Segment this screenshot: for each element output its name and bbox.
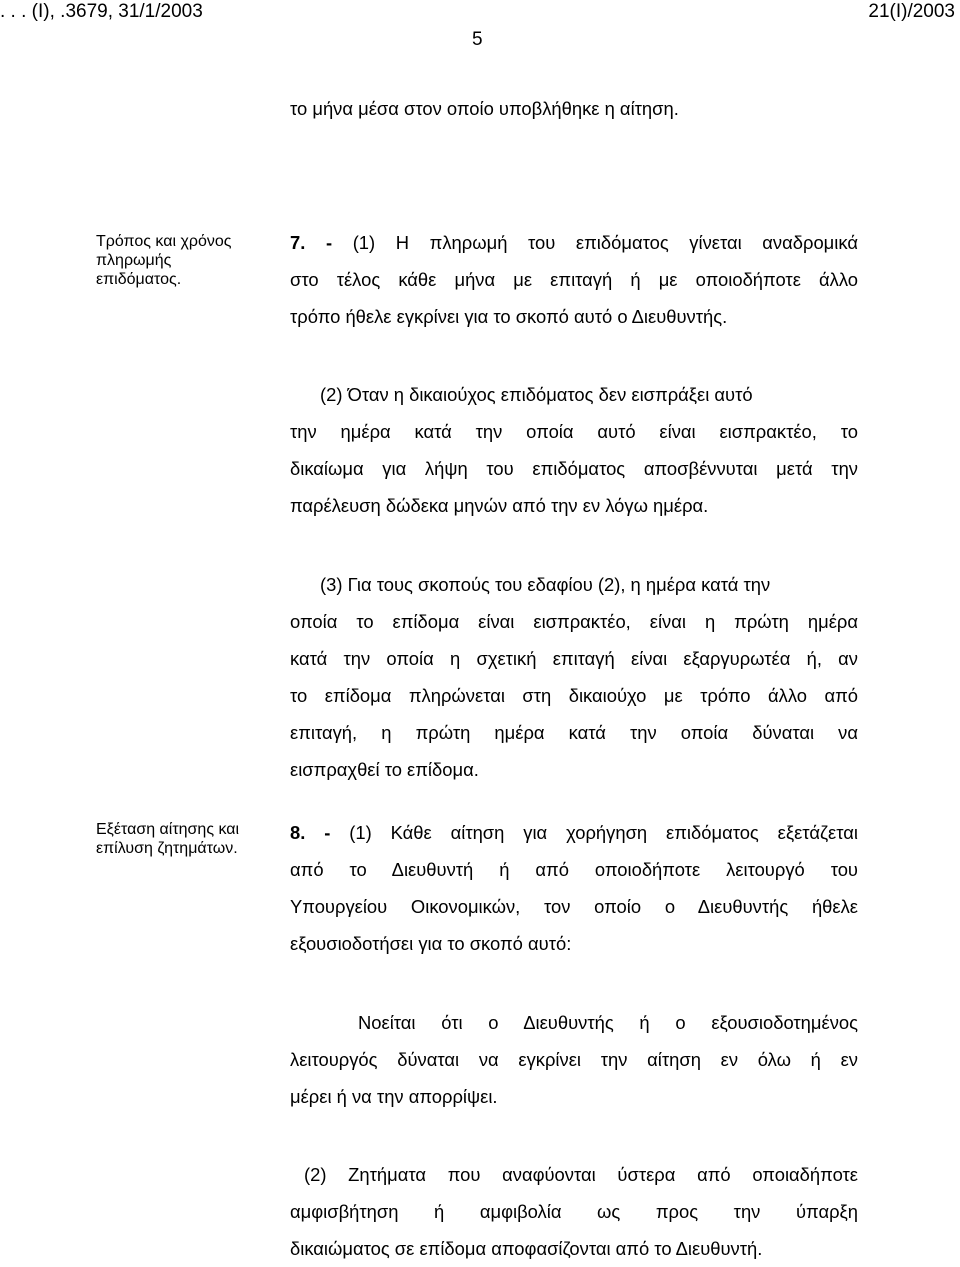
- section-7-paragraph-1: [290, 224, 858, 335]
- text-line: (3) Για τους σκοπούς του εδαφίου (2), η ημέρα κατά την: [320, 574, 771, 595]
- text-line: από το Διευθυντή ή από οποιοδήποτε λειτουργό του: [290, 859, 858, 880]
- text-line: αμφισβήτηση ή αμφιβολία ως προς την ύπαρξη: [290, 1201, 858, 1222]
- text-line: τρόπο ήθελε εγκρίνει για το σκοπό αυτό ο Διευθυντής.: [290, 306, 728, 327]
- text-span: (1) Κάθε αίτηση για χορήγηση επιδόματος εξετάζεται: [349, 822, 858, 843]
- section-8-proviso: [290, 1004, 858, 1115]
- margin-note-line: επιδόματος.: [96, 271, 182, 288]
- section-dash: -: [325, 232, 333, 253]
- text-line: λειτουργός δύναται να εγκρίνει την αίτηση εν όλω ή εν: [290, 1049, 858, 1070]
- margin-note-line: πληρωμής: [96, 252, 172, 269]
- text-span: (1) Η πληρωμή του επιδόματος γίνεται αναδρομικά: [352, 232, 858, 253]
- section-8-paragraph-1: [290, 814, 858, 962]
- text-line: το μήνα μέσα στον οποίο υποβλήθηκε η αίτηση.: [290, 98, 679, 119]
- header-citation: . . . (Ι), .3679, 31/1/2003: [0, 1, 203, 22]
- header-law-number: 21(Ι)/2003: [868, 1, 955, 22]
- text-line: εξουσιοδοτήσει για το σκοπό αυτό:: [290, 933, 572, 954]
- margin-note-line: επίλυση ζητημάτων.: [96, 840, 238, 857]
- section-number: 7.: [290, 232, 306, 253]
- section-7-margin-note: [96, 232, 231, 289]
- section-dash: -: [324, 822, 331, 843]
- text-line: στο τέλος κάθε μήνα με επιταγή ή με οποιοδήποτε άλλο: [290, 269, 858, 290]
- section-heading-line: [290, 224, 858, 261]
- text-line: Υπουργείου Οικονομικών, τον οποίο ο Διευθυντής ήθελε: [290, 896, 858, 917]
- text-line: εισπραχθεί το επίδομα.: [290, 759, 479, 780]
- continuation-paragraph: [290, 90, 858, 127]
- text-line: οποία το επίδομα είναι εισπρακτέο, είναι η πρώτη ημέρα: [290, 611, 858, 632]
- text-line: το επίδομα πληρώνεται στη δικαιούχο με τρόπο άλλο από: [290, 685, 858, 706]
- text-line: μέρει ή να την απορρίψει.: [290, 1086, 498, 1107]
- section-7-paragraph-2: [290, 376, 858, 524]
- page-number: 5: [472, 29, 483, 50]
- text-line: κατά την οποία η σχετική επιταγή είναι εξαργυρωτέα ή, αν: [290, 648, 858, 669]
- text-line: επιταγή, η πρώτη ημέρα κατά την οποία δύναται να: [290, 722, 858, 743]
- section-heading-line: [290, 814, 858, 851]
- margin-note-line: Εξέταση αίτησης και: [96, 821, 240, 838]
- section-7-paragraph-3: [290, 566, 858, 788]
- text-line: (2) Ζητήματα που αναφύονται ύστερα από οποιαδήποτε: [304, 1164, 858, 1185]
- text-line: την ημέρα κατά την οποία αυτό είναι εισπρακτέο, το: [290, 421, 858, 442]
- text-line: Νοείται ότι ο Διευθυντής ή ο εξουσιοδοτημένος: [358, 1012, 858, 1033]
- text-line: παρέλευση δώδεκα μηνών από την εν λόγω ημέρα.: [290, 495, 709, 516]
- text-line: δικαίωμα για λήψη του επιδόματος αποσβέννυται μετά την: [290, 458, 858, 479]
- text-line: δικαιώματος σε επίδομα αποφασίζονται από το Διευθυντή.: [290, 1238, 763, 1259]
- text-line: (2) Όταν η δικαιούχος επιδόματος δεν εισπράξει αυτό: [320, 384, 753, 405]
- section-8-paragraph-2: [290, 1156, 858, 1267]
- section-number: 8.: [290, 822, 306, 843]
- margin-note-line: Τρόπος και χρόνος: [96, 233, 232, 250]
- section-8-margin-note: [96, 820, 239, 858]
